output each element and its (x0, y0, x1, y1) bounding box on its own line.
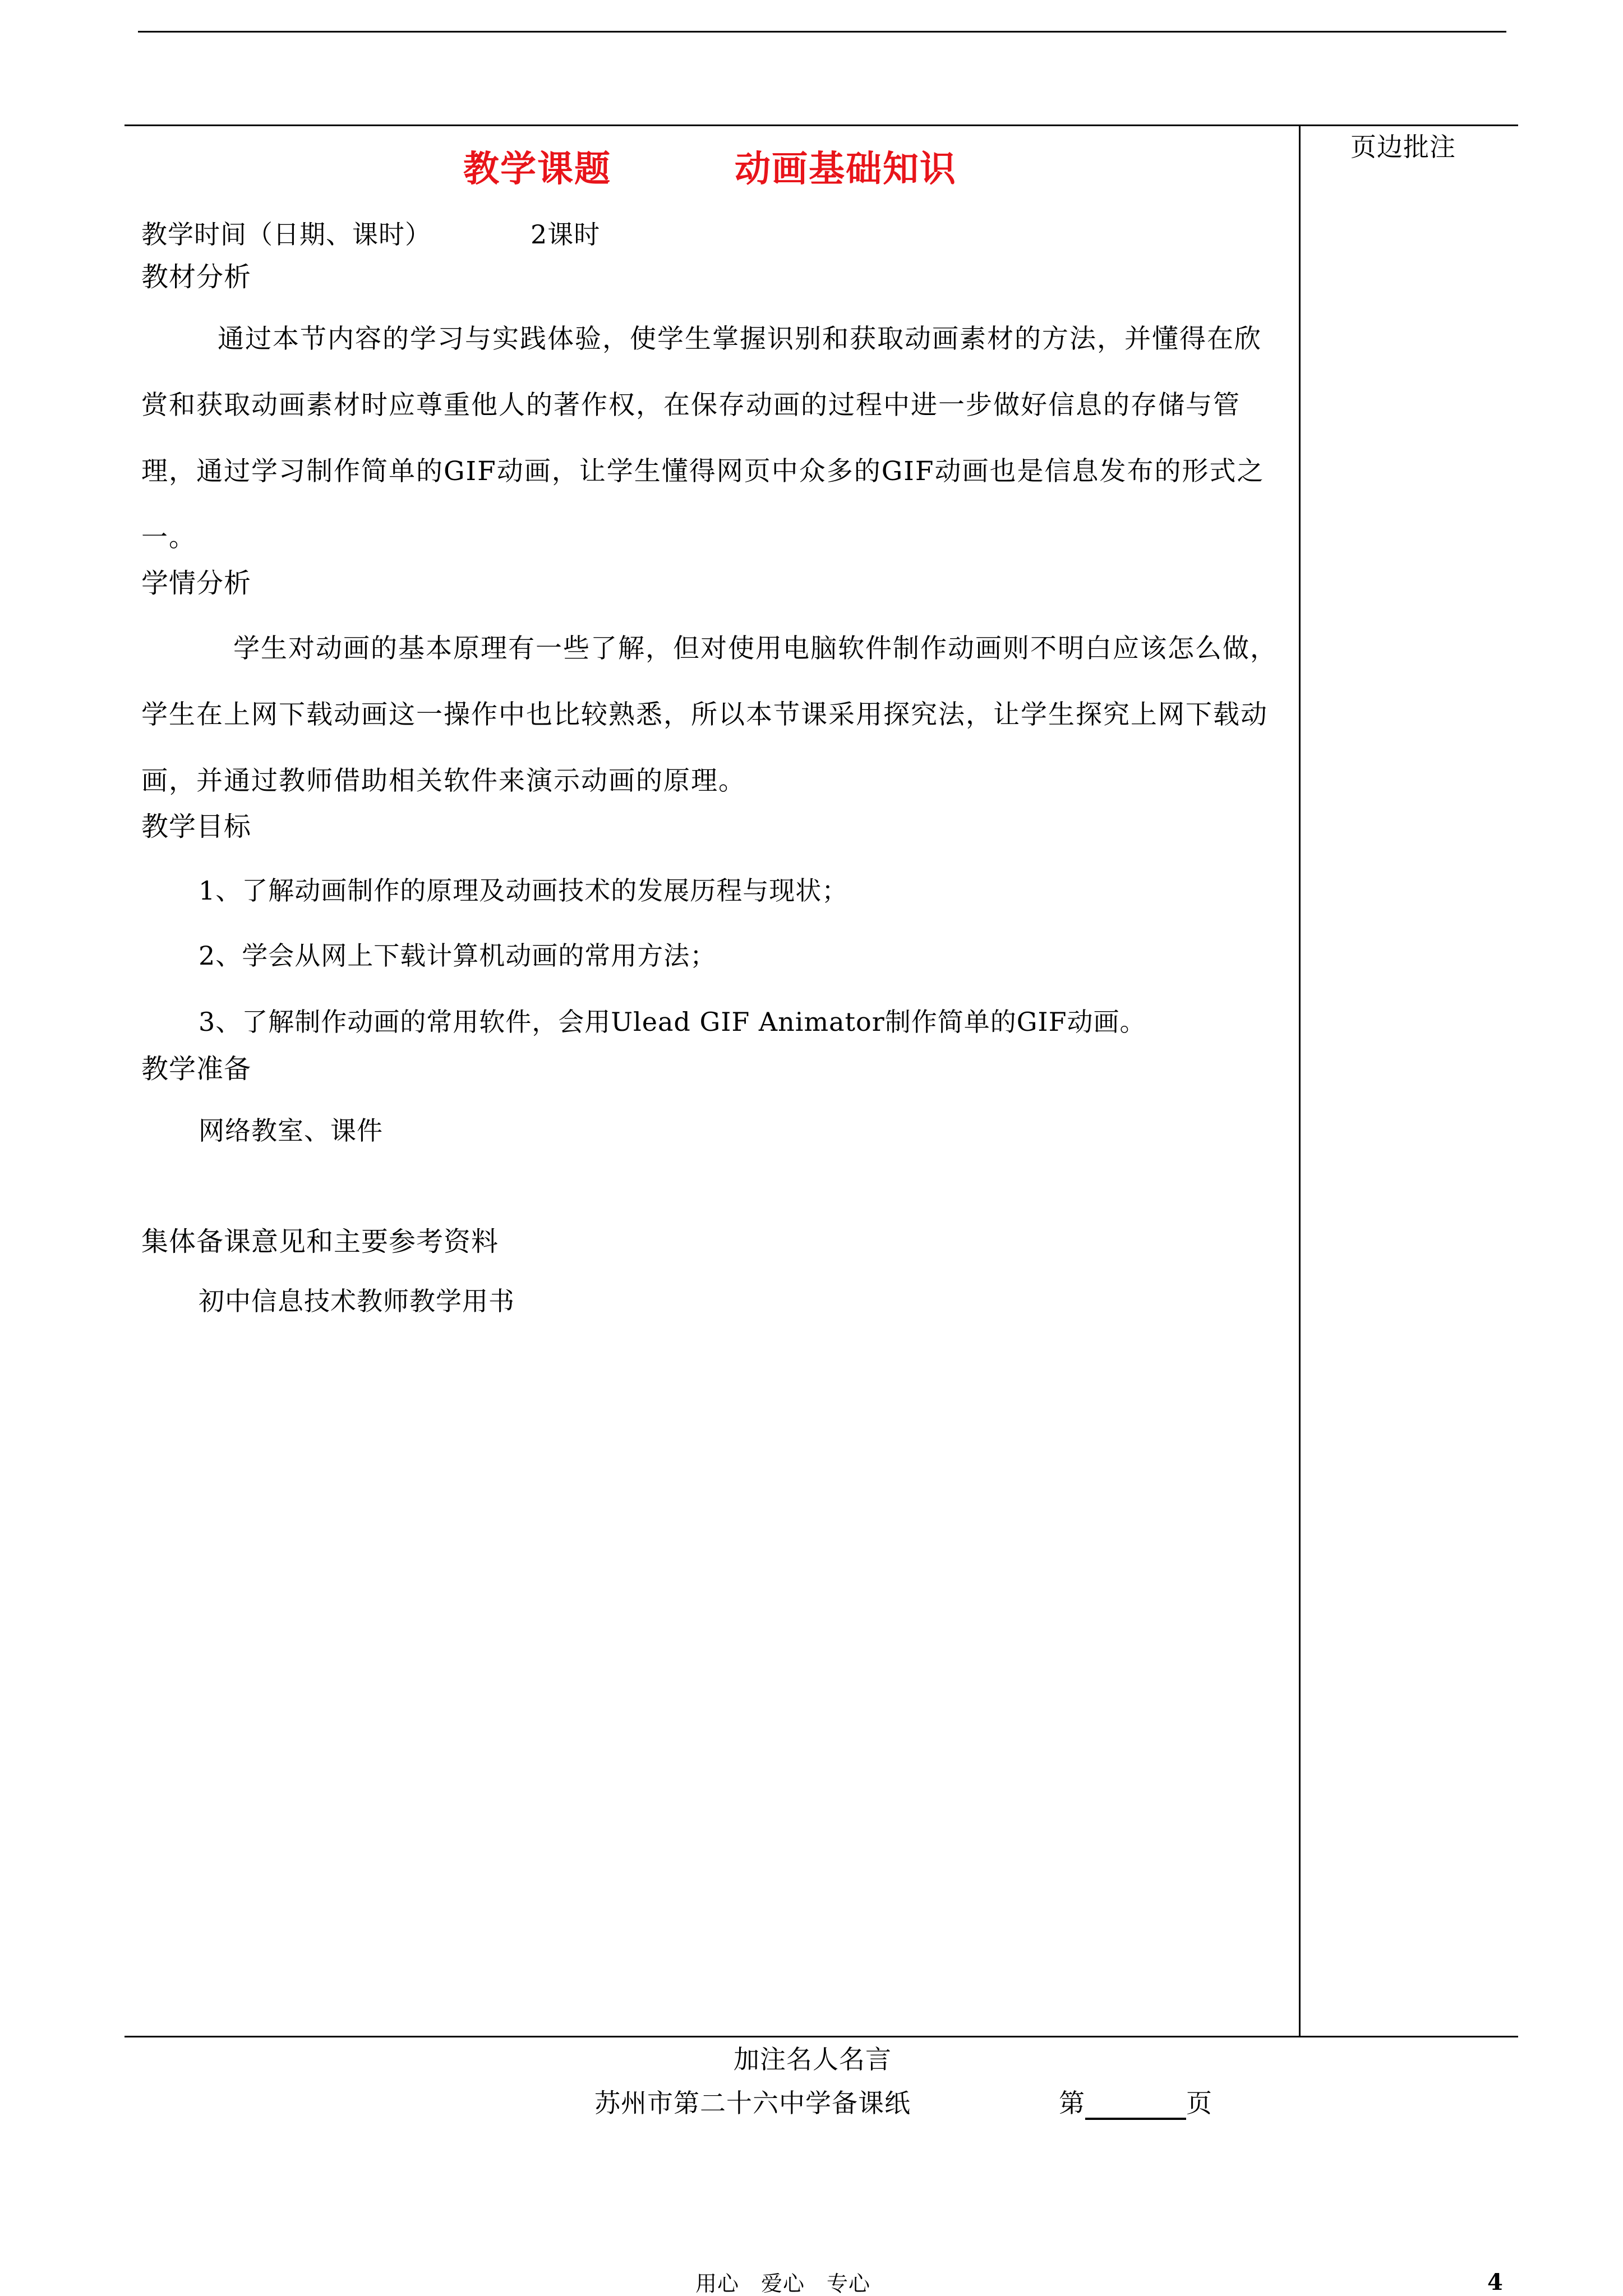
page-number-blank (1085, 2091, 1186, 2120)
quote-label: 加注名人名言 (734, 2044, 892, 2074)
student-analysis-heading: 学情分析 (141, 568, 252, 599)
page-prefix: 第 (1059, 2088, 1085, 2118)
references-text: 初中信息技术教师教学用书 (199, 1286, 515, 1316)
school-paper-label: 苏州市第二十六中学备课纸 (594, 2088, 911, 2118)
time-value: 2课时 (531, 219, 601, 250)
objective-item: 3、了解制作动画的常用软件，会用Ulead GIF Animator制作简单的GIF动画。 (199, 1007, 1146, 1037)
page-suffix: 页 (1186, 2088, 1212, 2118)
page-field (1059, 2086, 1212, 2120)
student-analysis-text: 学生对动画的基本原理有一些了解，但对使用电脑软件制作动画则不明白应该怎么做，学生在上网下载动画这一操作中也比较熟悉，所以本节课采用探究法，让学生探究上网下载动画，并通过教师借助相关软件来演示动画的原理。 (141, 633, 1278, 796)
margin-column-divider (1299, 125, 1301, 2037)
margin-note-label: 页边批注 (1350, 132, 1456, 162)
objective-item: 1、了解动画制作的原理及动画技术的发展历程与现状； (199, 875, 849, 906)
references-heading: 集体备课意见和主要参考资料 (141, 1226, 499, 1257)
top-rule (138, 31, 1506, 33)
objective-item: 2、学会从网上下载计算机动画的常用方法； (199, 940, 717, 971)
objectives-heading: 教学目标 (141, 811, 252, 842)
lesson-title-label: 教学课题 (463, 149, 611, 190)
time-label: 教学时间（日期、课时） (141, 219, 431, 250)
bottom-motto: 用心 爱心 专心 (695, 2271, 871, 2296)
material-analysis-heading: 教材分析 (141, 261, 252, 293)
preparation-text: 网络教室、课件 (199, 1115, 383, 1146)
material-analysis-text: 通过本节内容的学习与实践体验，使学生掌握识别和获取动画素材的方法，并懂得在欣赏和获取动画素材时应尊重他人的著作权，在保存动画的过程中进一步做好信息的存储与管理，通过学习制作简单的GIF动画，让学生懂得网页中众多的GIF动画也是信息发布的形式之一。 (141, 324, 1265, 553)
preparation-heading: 教学准备 (141, 1053, 252, 1085)
page-number: 4 (1487, 2269, 1504, 2295)
table-bottom-border (125, 2036, 1518, 2037)
table-top-border (125, 125, 1518, 126)
lesson-title: 动画基础知识 (735, 149, 957, 190)
